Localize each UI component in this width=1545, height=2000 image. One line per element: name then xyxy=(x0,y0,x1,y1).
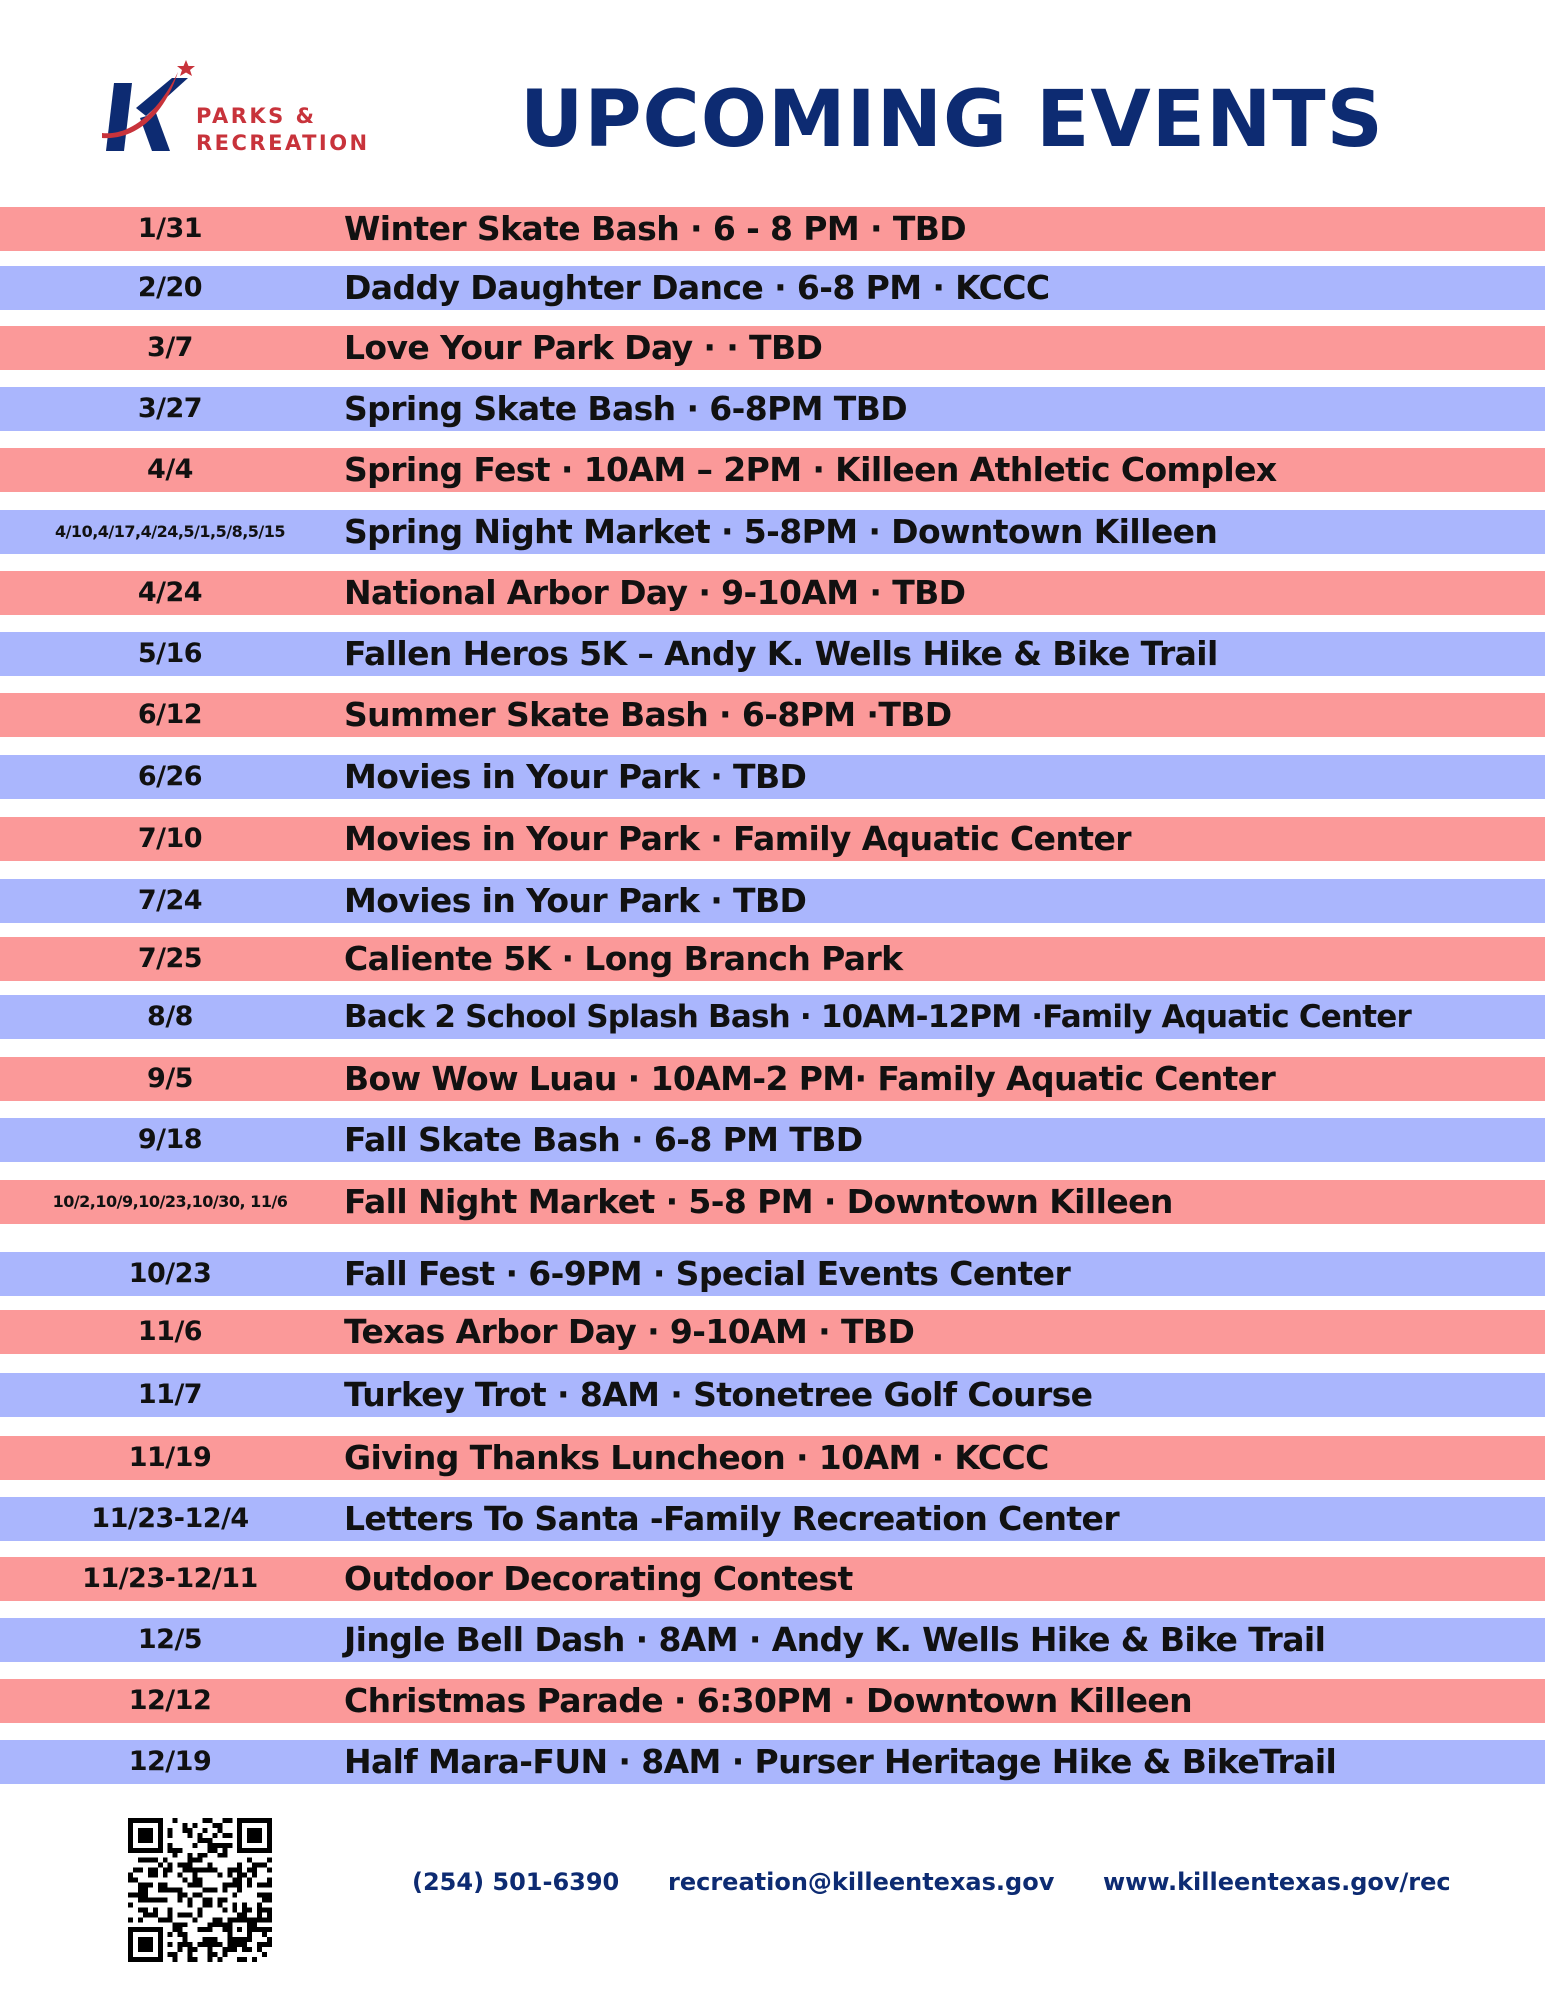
event-row xyxy=(0,1118,1545,1162)
event-date: 7/24 xyxy=(137,885,203,916)
event-description: Summer Skate Bash · 6-8PM ·TBD xyxy=(344,695,952,734)
event-description: Spring Night Market · 5-8PM · Downtown Killeen xyxy=(344,512,1218,551)
event-description: National Arbor Day · 9-10AM · TBD xyxy=(344,573,966,612)
event-description: Letters To Santa -Family Recreation Center xyxy=(344,1499,1120,1538)
event-description: Fall Skate Bash · 6-8 PM TBD xyxy=(344,1120,863,1159)
event-description: Daddy Daughter Dance · 6-8 PM · KCCC xyxy=(344,268,1050,307)
event-row xyxy=(0,1679,1545,1723)
event-description: Movies in Your Park · TBD xyxy=(344,881,807,920)
event-row xyxy=(0,1497,1545,1541)
footer-website[interactable]: www.killeentexas.gov/rec xyxy=(1103,1868,1451,1896)
qr-code-icon xyxy=(128,1818,272,1962)
event-row xyxy=(0,1740,1545,1784)
event-date: 4/10,4/17,4/24,5/1,5/8,5/15 xyxy=(54,522,286,541)
event-row xyxy=(0,387,1545,431)
event-row xyxy=(0,995,1545,1039)
event-date: 3/27 xyxy=(137,393,203,424)
event-description: Love Your Park Day · · TBD xyxy=(344,328,823,367)
event-row xyxy=(0,448,1545,492)
event-row xyxy=(0,1618,1545,1662)
event-row xyxy=(0,1252,1545,1296)
event-row xyxy=(0,510,1545,554)
event-description: Jingle Bell Dash · 8AM · Andy K. Wells Hike & Bike Trail xyxy=(344,1620,1326,1659)
event-date: 7/25 xyxy=(137,943,203,974)
event-description: Turkey Trot · 8AM · Stonetree Golf Course xyxy=(344,1375,1093,1414)
event-description: Outdoor Decorating Contest xyxy=(344,1559,853,1598)
event-date: 4/24 xyxy=(137,577,203,608)
event-row xyxy=(0,937,1545,981)
footer-phone: (254) 501-6390 xyxy=(412,1868,620,1896)
event-description: Texas Arbor Day · 9-10AM · TBD xyxy=(344,1312,915,1351)
event-row xyxy=(0,755,1545,799)
event-date: 10/23 xyxy=(128,1258,212,1289)
event-date: 9/5 xyxy=(147,1063,193,1094)
event-date: 10/2,10/9,10/23,10/30, 11/6 xyxy=(52,1192,288,1211)
event-date: 8/8 xyxy=(147,1001,193,1032)
event-description: Christmas Parade · 6:30PM · Downtown Killeen xyxy=(344,1681,1193,1720)
event-description: Half Mara-FUN · 8AM · Purser Heritage Hike & BikeTrail xyxy=(344,1742,1337,1781)
event-description: Bow Wow Luau · 10AM-2 PM· Family Aquatic Center xyxy=(344,1059,1276,1098)
event-row xyxy=(0,571,1545,615)
event-date: 5/16 xyxy=(137,638,203,669)
event-description: Fallen Heros 5K – Andy K. Wells Hike & Bike Trail xyxy=(344,634,1218,673)
event-date: 2/20 xyxy=(137,272,203,303)
event-description: Caliente 5K · Long Branch Park xyxy=(344,939,903,978)
event-row xyxy=(0,1373,1545,1417)
event-date: 9/18 xyxy=(137,1124,203,1155)
event-date: 6/12 xyxy=(137,699,203,730)
event-row xyxy=(0,1310,1545,1354)
event-row xyxy=(0,879,1545,923)
event-description: Spring Fest · 10AM – 2PM · Killeen Athletic Complex xyxy=(344,450,1277,489)
logo-text-line1: PARKS & xyxy=(196,104,317,128)
event-date: 11/6 xyxy=(137,1316,203,1347)
event-row xyxy=(0,326,1545,370)
event-description: Fall Night Market · 5-8 PM · Downtown Killeen xyxy=(344,1182,1173,1221)
event-description: Movies in Your Park · Family Aquatic Center xyxy=(344,819,1131,858)
event-description: Spring Skate Bash · 6-8PM TBD xyxy=(344,389,908,428)
event-row xyxy=(0,693,1545,737)
event-date: 7/10 xyxy=(137,823,203,854)
event-row xyxy=(0,1436,1545,1480)
event-row xyxy=(0,1057,1545,1101)
event-description: Movies in Your Park · TBD xyxy=(344,757,807,796)
event-description: Giving Thanks Luncheon · 10AM · KCCC xyxy=(344,1438,1049,1477)
footer-email[interactable]: recreation@killeentexas.gov xyxy=(668,1868,1055,1896)
event-date: 12/5 xyxy=(137,1624,203,1655)
event-date: 11/7 xyxy=(137,1379,203,1410)
event-row xyxy=(0,632,1545,676)
event-description: Winter Skate Bash · 6 - 8 PM · TBD xyxy=(344,209,967,248)
event-date: 1/31 xyxy=(137,213,203,244)
page-title: UPCOMING EVENTS xyxy=(520,75,1384,165)
logo-text-line2: RECREATION xyxy=(196,131,370,155)
event-row xyxy=(0,1180,1545,1224)
k-logo-icon xyxy=(100,58,200,158)
event-row xyxy=(0,266,1545,310)
event-date: 4/4 xyxy=(147,454,193,485)
event-date: 11/23-12/11 xyxy=(82,1563,258,1594)
event-row xyxy=(0,817,1545,861)
parks-recreation-logo xyxy=(100,58,400,168)
event-date: 11/19 xyxy=(128,1442,212,1473)
event-row xyxy=(0,1557,1545,1601)
event-date: 12/19 xyxy=(128,1746,212,1777)
event-description: Fall Fest · 6-9PM · Special Events Center xyxy=(344,1254,1071,1293)
event-date: 11/23-12/4 xyxy=(91,1503,249,1534)
event-date: 6/26 xyxy=(137,761,203,792)
event-row xyxy=(0,207,1545,251)
event-date: 12/12 xyxy=(128,1685,212,1716)
event-description: Back 2 School Splash Bash · 10AM-12PM ·Family Aquatic Center xyxy=(344,999,1412,1035)
event-date: 3/7 xyxy=(147,332,193,363)
